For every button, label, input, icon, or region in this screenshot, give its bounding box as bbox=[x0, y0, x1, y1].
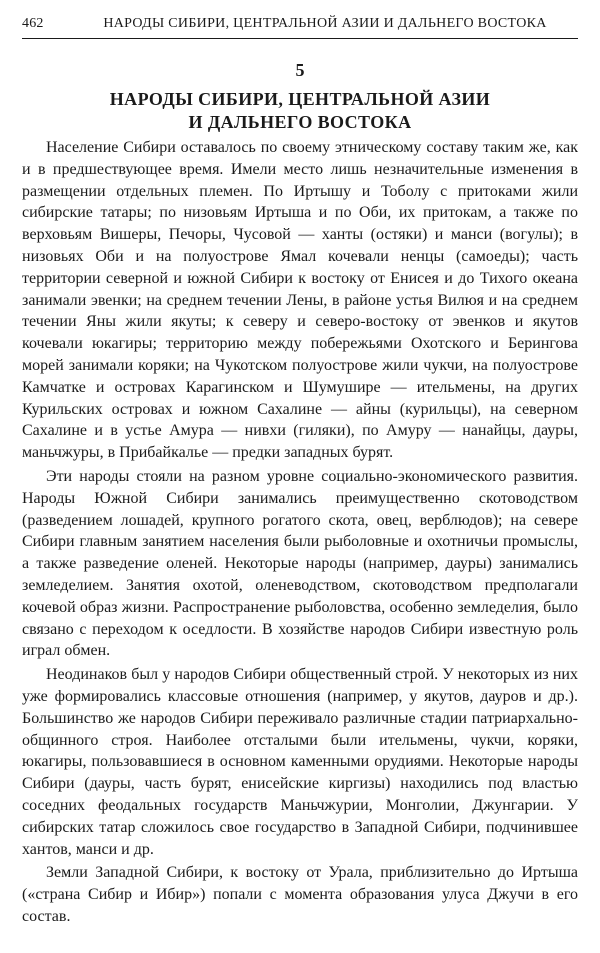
running-title: НАРОДЫ СИБИРИ, ЦЕНТРАЛЬНОЙ АЗИИ И ДАЛЬНЕГО ВОСТОКА bbox=[103, 16, 547, 31]
paragraph-4: Земли Западной Сибири, к востоку от Урала, приблизительно до Иртыша («страна Сибир и Ибир») попали с момента образования улуса Джучи в его состав. bbox=[22, 864, 578, 925]
paragraph-2: Эти народы стояли на разном уровне социально-экономического развития. Народы Южной Сибири занимались преимущественно скотоводством (разведением лошадей, крупного рогатого скота, овец, верблюдов); на севере Сибири главным занятием населения были рыболовные и охотничьи промыслы, а также разведение оленей. Некоторые народы (например, дауры) занимались земледелием. Занятия охотой, оленеводством, скотоводством предполагали кочевой образ жизни. Распространение рыболовства, особенно земледелия, было связано с переходом к оседлости. В хозяйстве народов Сибири известную роль играл обмен. bbox=[22, 467, 578, 660]
running-head bbox=[22, 16, 578, 38]
chapter-title-line-1: НАРОДЫ СИБИРИ, ЦЕНТРАЛЬНОЙ АЗИИ bbox=[109, 89, 491, 109]
paragraph-1: Население Сибири оставалось по своему этническому составу таким же, как и в предшествующее время. Имели место лишь незначительные изменения в размещении отдельных племен. По Иртышу и Тоболу с притоками жили сибирские татары; по низовьям Иртыша и по Оби, их притокам, а также по верховьям Вишеры, Печоры, Чусовой — ханты (остяки) и манси (вогулы); в низовьях Оби и на полуострове Ямал кочевали ненцы (самоеды); часть территории северной и южной Сибири к востоку от Енисея и до Тихого океана занимали эвенки; на среднем течении Лены, в районе устья Вилюя и на среднем течении Яны жили якуты; к северу и северо-востоку от эвенков и якутов кочевали юкагиры; территорию между побережьями Охотского и Берингова морей занимали коряки; на Чукотском полуострове жили чукчи, на полуострове Камчатке и островах Карагинском и Шумушире — ительмены, на других Курильских островах и южном Сахалине — айны (курильцы), на северном Сахалине и в устье Амура — нивхи (гиляки), по Амуру — нанайцы, дауры, маньчжуры, в Прибайкалье — предки западных бурят. bbox=[22, 139, 578, 462]
chapter-title bbox=[60, 88, 540, 134]
header-rule bbox=[22, 38, 578, 39]
paragraph-3: Неодинаков был у народов Сибири общественный строй. У некоторых из них уже формировались классовые отношения (например, у якутов, дауров и др.). Большинство же народов Сибири переживало различные стадии патриархально-общинного строя. Наиболее отсталыми были ительмены, чукчи, коряки, юкагиры, пользовавшиеся в основном каменными орудиями. Некоторые народы Сибири (дауры, часть бурят, енисейские киргизы) находились под властью соседних феодальных государств Маньчжурии, Монголии, Джунгарии. У сибирских татар сложилось свое государство в Западной Сибири, подчинившее хантов, манси и др. bbox=[22, 666, 578, 858]
chapter-number: 5 bbox=[295, 60, 305, 80]
body-text bbox=[22, 137, 578, 928]
page-number: 462 bbox=[22, 16, 44, 31]
chapter-title-line-2: И ДАЛЬНЕГО ВОСТОКА bbox=[188, 112, 412, 132]
